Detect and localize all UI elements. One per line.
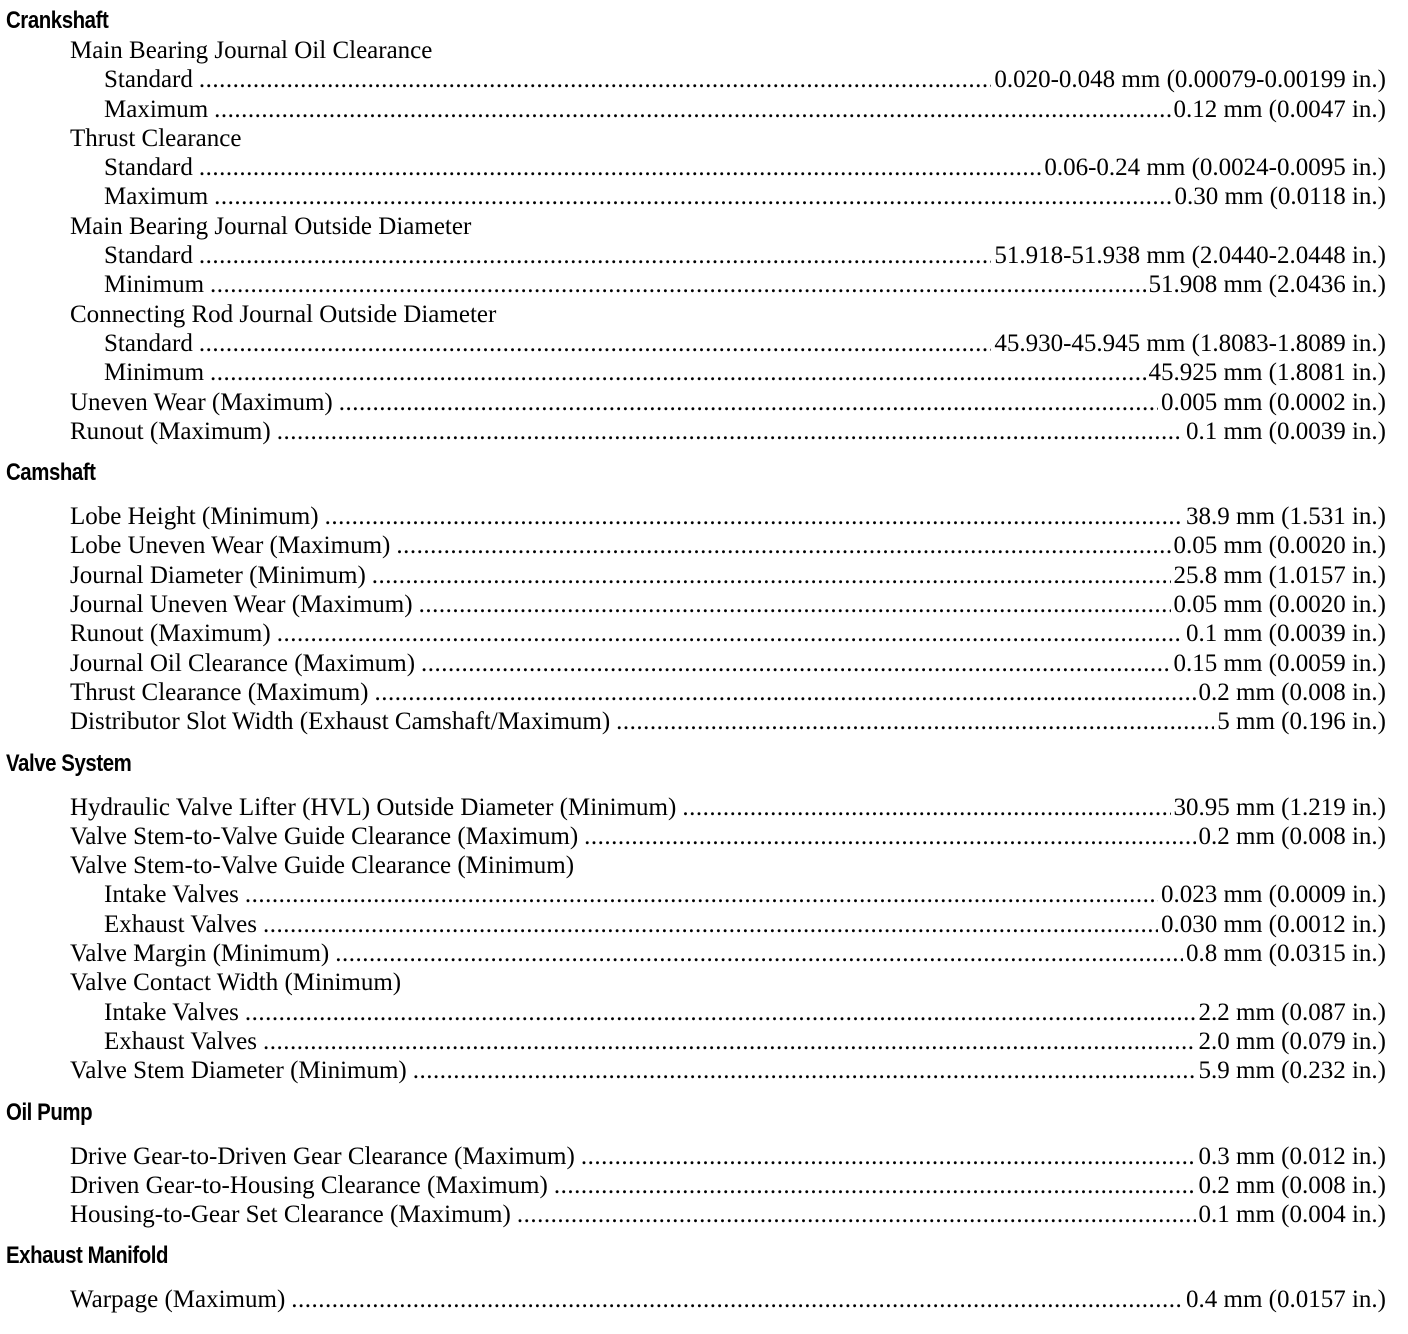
spec-label: Thrust Clearance	[70, 124, 242, 152]
spec-row	[6, 95, 1386, 124]
spec-label: Main Bearing Journal Outside Diameter	[70, 212, 472, 240]
section-spacer	[6, 1229, 1386, 1241]
spec-label: Exhaust Valves	[104, 910, 257, 938]
dot-leader	[214, 182, 1171, 211]
spec-value: 0.1 mm (0.004 in.)	[1198, 1201, 1386, 1229]
dot-leader	[214, 95, 1170, 124]
spec-row	[6, 1056, 1386, 1085]
spec-row	[6, 590, 1386, 619]
spec-value: 0.05 mm (0.0020 in.)	[1173, 591, 1386, 619]
spec-row	[6, 880, 1386, 909]
spec-value: 0.30 mm (0.0118 in.)	[1174, 183, 1386, 211]
section-heading: Exhaust Manifold	[6, 1242, 169, 1270]
spec-value: 0.030 mm (0.0012 in.)	[1161, 910, 1386, 938]
section-heading: Valve System	[6, 749, 132, 777]
spec-label: Distributor Slot Width (Exhaust Camshaft/Maximum)	[70, 708, 611, 736]
dot-leader	[372, 561, 1171, 590]
spec-group-row	[6, 300, 1386, 329]
spec-label: Valve Stem Diameter (Minimum)	[70, 1057, 407, 1085]
spec-label: Main Bearing Journal Oil Clearance	[70, 37, 433, 64]
dot-leader	[339, 388, 1158, 417]
dot-leader	[581, 1142, 1196, 1171]
spec-value: 0.8 mm (0.0315 in.)	[1186, 940, 1386, 968]
spec-value: 0.2 mm (0.008 in.)	[1198, 822, 1386, 850]
dot-leader	[335, 939, 1183, 968]
spec-label: Standard	[104, 66, 193, 94]
dot-leader	[584, 822, 1195, 851]
spec-label: Connecting Rod Journal Outside Diameter	[70, 300, 497, 328]
spec-value: 0.005 mm (0.0002 in.)	[1161, 388, 1386, 416]
spec-document	[6, 6, 1386, 1315]
spec-row	[6, 998, 1386, 1027]
dot-leader	[413, 1056, 1196, 1085]
spec-value: 2.2 mm (0.087 in.)	[1198, 998, 1386, 1026]
dot-leader	[517, 1200, 1196, 1229]
dot-leader	[245, 880, 1158, 909]
spec-label: Drive Gear-to-Driven Gear Clearance (Maximum)	[70, 1142, 575, 1170]
spec-value: 0.05 mm (0.0020 in.)	[1173, 532, 1386, 560]
spec-row	[6, 1142, 1386, 1171]
spec-row	[6, 270, 1386, 299]
section-oil-pump	[6, 1098, 1386, 1230]
section-spacer	[6, 446, 1386, 458]
spec-label: Valve Margin (Minimum)	[70, 940, 330, 968]
spec-row	[6, 707, 1386, 736]
spec-value: 51.918-51.938 mm (2.0440-2.0448 in.)	[994, 242, 1386, 270]
spec-value: 30.95 mm (1.219 in.)	[1173, 793, 1386, 821]
spec-label: Driven Gear-to-Housing Clearance (Maximum)	[70, 1171, 548, 1199]
spec-row	[6, 358, 1386, 387]
dot-leader	[682, 793, 1170, 822]
spec-value: 0.023 mm (0.0009 in.)	[1161, 881, 1386, 909]
spec-row	[6, 619, 1386, 648]
dot-leader	[325, 502, 1183, 531]
spec-label: Journal Uneven Wear (Maximum)	[70, 591, 413, 619]
spec-value: 0.12 mm (0.0047 in.)	[1173, 95, 1386, 123]
spec-label: Lobe Uneven Wear (Maximum)	[70, 532, 391, 560]
spec-label: Valve Stem-to-Valve Guide Clearance (Maximum)	[70, 822, 579, 850]
spec-value: 45.925 mm (1.8081 in.)	[1148, 359, 1386, 387]
spec-group-row	[6, 36, 1386, 65]
spec-value: 38.9 mm (1.531 in.)	[1186, 503, 1386, 531]
section-spacer	[6, 1086, 1386, 1098]
section-crankshaft	[6, 6, 1386, 446]
spec-row	[6, 793, 1386, 822]
dot-leader	[419, 590, 1171, 619]
section-heading: Camshaft	[6, 459, 96, 487]
spec-label: Standard	[104, 329, 193, 357]
spec-row	[6, 388, 1386, 417]
spec-label: Hydraulic Valve Lifter (HVL) Outside Diameter (Minimum)	[70, 793, 677, 821]
dot-leader	[554, 1171, 1196, 1200]
spec-row	[6, 153, 1386, 182]
spec-value: 0.06-0.24 mm (0.0024-0.0095 in.)	[1044, 154, 1386, 182]
spec-value: 45.930-45.945 mm (1.8083-1.8089 in.)	[994, 329, 1386, 357]
dot-leader	[199, 329, 991, 358]
section-heading: Crankshaft	[6, 7, 109, 34]
spec-label: Valve Contact Width (Minimum)	[70, 969, 402, 997]
spec-row	[6, 1171, 1386, 1200]
section-exhaust-manifold	[6, 1241, 1386, 1314]
spec-row	[6, 910, 1386, 939]
spec-label: Exhaust Valves	[104, 1027, 257, 1055]
spec-label: Intake Valves	[104, 998, 239, 1026]
spec-row	[6, 417, 1386, 446]
spec-value: 0.1 mm (0.0039 in.)	[1186, 417, 1386, 445]
spec-row	[6, 502, 1386, 531]
spec-value: 2.0 mm (0.079 in.)	[1198, 1027, 1386, 1055]
spec-label: Journal Oil Clearance (Maximum)	[70, 649, 416, 677]
dot-leader	[199, 65, 991, 94]
spec-label: Runout (Maximum)	[70, 620, 271, 648]
spec-row	[6, 182, 1386, 211]
spec-group-row	[6, 851, 1386, 880]
dot-leader	[245, 998, 1196, 1027]
spec-row	[6, 939, 1386, 968]
spec-value: 5.9 mm (0.232 in.)	[1198, 1057, 1386, 1085]
spec-row	[6, 561, 1386, 590]
dot-leader	[396, 531, 1170, 560]
spec-value: 0.1 mm (0.0039 in.)	[1186, 620, 1386, 648]
spec-label: Thrust Clearance (Maximum)	[70, 678, 369, 706]
spec-row	[6, 678, 1386, 707]
spec-row	[6, 1200, 1386, 1229]
spec-row	[6, 531, 1386, 560]
spec-label: Minimum	[104, 271, 205, 299]
spec-label: Minimum	[104, 359, 205, 387]
spec-value: 0.020-0.048 mm (0.00079-0.00199 in.)	[994, 66, 1386, 94]
dot-leader	[199, 153, 1041, 182]
spec-group-row	[6, 212, 1386, 241]
spec-label: Warpage (Maximum)	[70, 1286, 286, 1314]
dot-leader	[616, 707, 1214, 736]
spec-value: 0.2 mm (0.008 in.)	[1198, 1171, 1386, 1199]
spec-label: Standard	[104, 242, 193, 270]
dot-leader	[291, 1285, 1183, 1314]
dot-leader	[263, 910, 1158, 939]
spec-row	[6, 241, 1386, 270]
spec-group-row	[6, 124, 1386, 153]
spec-label: Standard	[104, 154, 193, 182]
spec-label: Valve Stem-to-Valve Guide Clearance (Minimum)	[70, 852, 575, 880]
section-heading: Oil Pump	[6, 1098, 93, 1126]
spec-label: Uneven Wear (Maximum)	[70, 388, 333, 416]
spec-value: 0.3 mm (0.012 in.)	[1198, 1142, 1386, 1170]
spec-value: 51.908 mm (2.0436 in.)	[1148, 271, 1386, 299]
dot-leader	[375, 678, 1196, 707]
dot-leader	[263, 1027, 1196, 1056]
section-camshaft	[6, 458, 1386, 736]
dot-leader	[210, 358, 1145, 387]
dot-leader	[277, 417, 1183, 446]
spec-label: Housing-to-Gear Set Clearance (Maximum)	[70, 1201, 511, 1229]
spec-value: 0.2 mm (0.008 in.)	[1198, 678, 1386, 706]
spec-row	[6, 329, 1386, 358]
section-spacer	[6, 737, 1386, 749]
dot-leader	[199, 241, 991, 270]
dot-leader	[421, 649, 1170, 678]
dot-leader	[210, 270, 1145, 299]
spec-value: 0.15 mm (0.0059 in.)	[1173, 649, 1386, 677]
spec-label: Maximum	[104, 183, 209, 211]
spec-row	[6, 65, 1386, 94]
spec-row	[6, 1027, 1386, 1056]
dot-leader	[277, 619, 1183, 648]
spec-value: 0.4 mm (0.0157 in.)	[1186, 1286, 1386, 1314]
spec-value: 5 mm (0.196 in.)	[1217, 708, 1386, 736]
spec-label: Runout (Maximum)	[70, 417, 271, 445]
spec-label: Journal Diameter (Minimum)	[70, 561, 366, 589]
section-valve-system	[6, 749, 1386, 1086]
spec-value: 25.8 mm (1.0157 in.)	[1173, 561, 1386, 589]
spec-label: Intake Valves	[104, 881, 239, 909]
spec-row	[6, 649, 1386, 678]
spec-row	[6, 822, 1386, 851]
spec-label: Lobe Height (Minimum)	[70, 503, 319, 531]
spec-row	[6, 1285, 1386, 1314]
spec-label: Maximum	[104, 95, 209, 123]
spec-group-row	[6, 968, 1386, 997]
